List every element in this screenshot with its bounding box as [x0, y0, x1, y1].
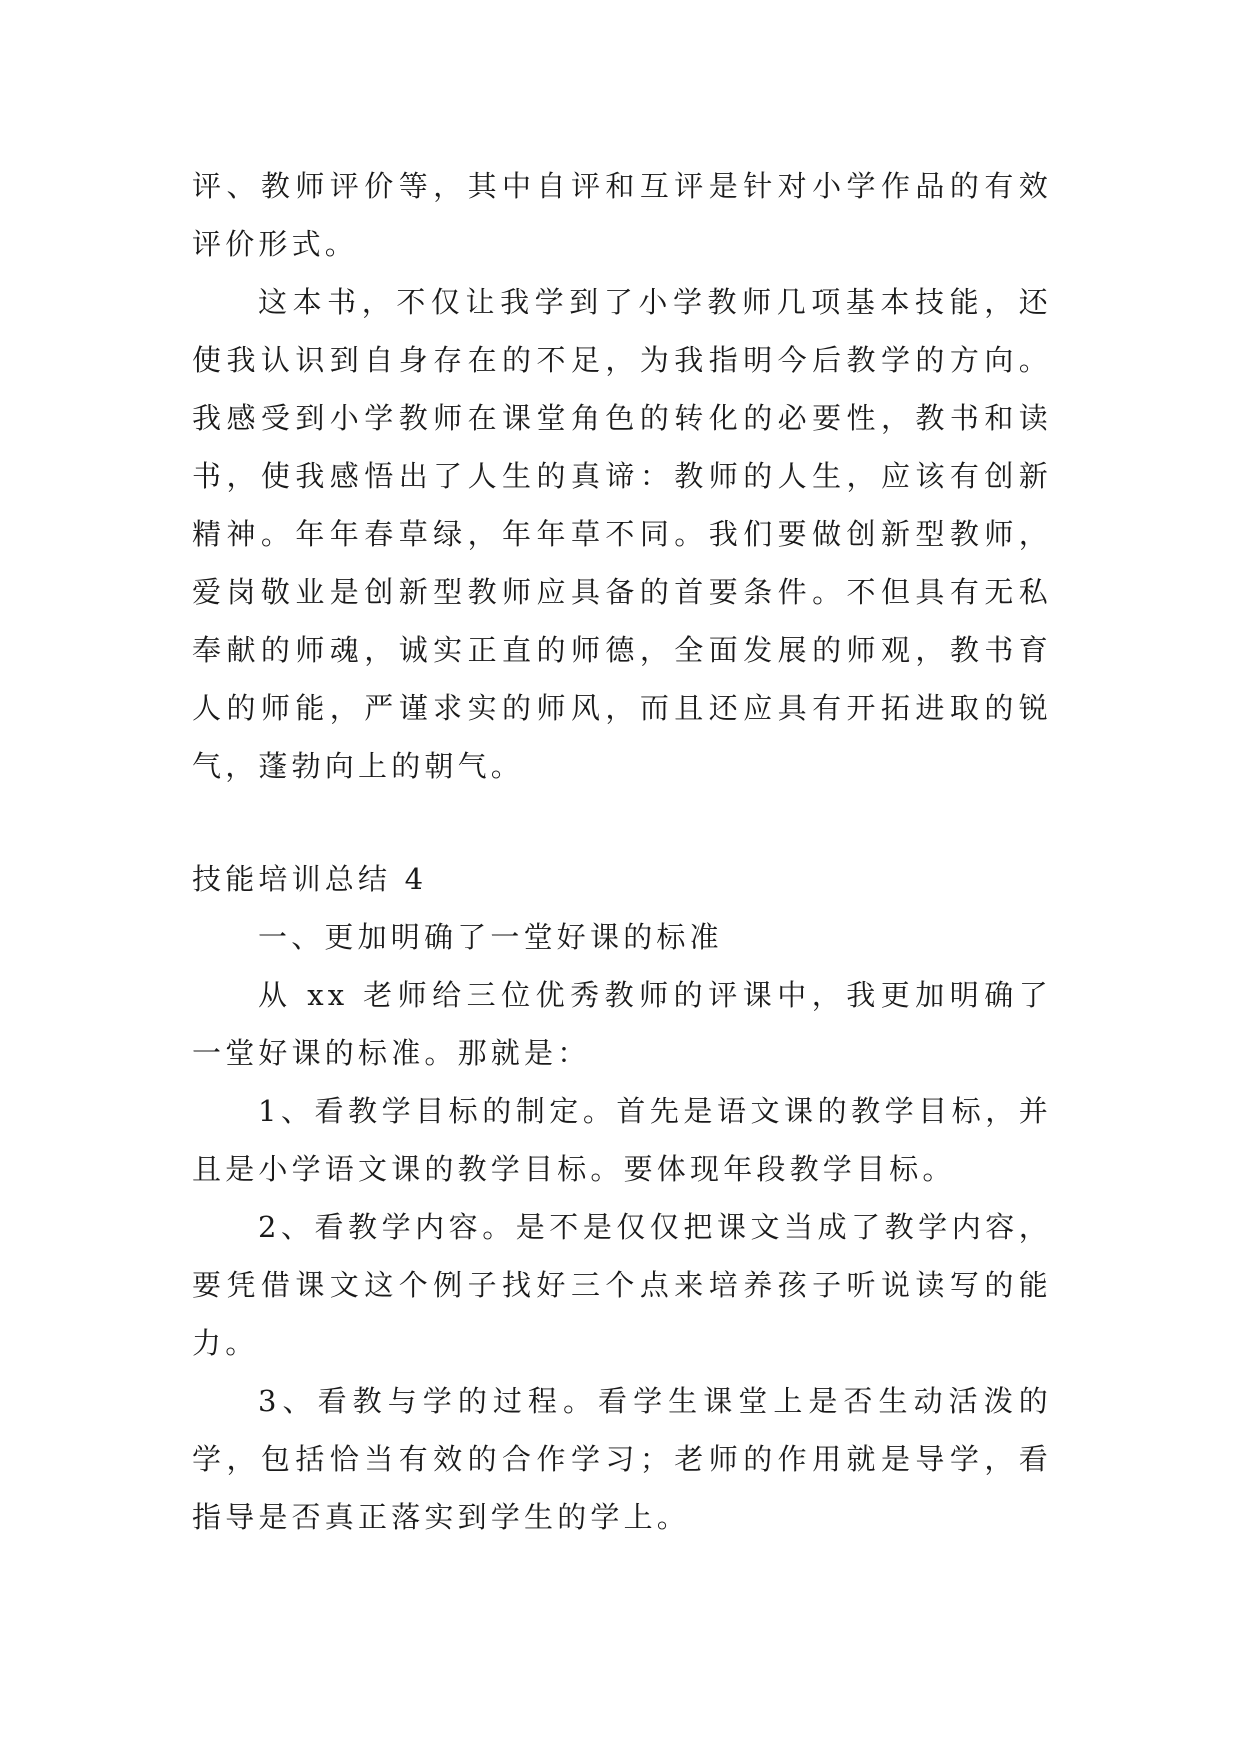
paragraph-book-reflection: 这本书，不仅让我学到了小学教师几项基本技能，还使我认识到自身存在的不足，为我指明今后教学的方向。我感受到小学教师在课堂角色的转化的必要性，教书和读书，使我感悟出了人生的真谛：教师的人生，应该有创新精神。年年春草绿，年年草不同。我们要做创新型教师，爱岗敬业是创新型教师应具备的首要条件。不但具有无私奉献的师魂，诚实正直的师德，全面发展的师观，教书育人的师能，严谨求实的师风，而且还应具有开拓进取的锐气，蓬勃向上的朝气。 — [192, 285, 1052, 783]
document-body — [192, 157, 1052, 1546]
list-item-3: 3、看教与学的过程。看学生课堂上是否生动活泼的学，包括恰当有效的合作学习；老师的作用就是导学，看指导是否真正落实到学生的学上。 — [192, 1384, 1052, 1534]
section-heading: 技能培训总结 4 — [192, 862, 428, 896]
list-item-1: 1、看教学目标的制定。首先是语文课的教学目标，并且是小学语文课的教学目标。要体现年段教学目标。 — [192, 1094, 1052, 1186]
section-subheading: 一、更加明确了一堂好课的标准 — [258, 920, 723, 954]
paragraph-continued: 评、教师评价等，其中自评和互评是针对小学作品的有效评价形式。 — [192, 169, 1052, 261]
list-item-2: 2、看教学内容。是不是仅仅把课文当成了教学内容，要凭借课文这个例子找好三个点来培养孩子听说读写的能力。 — [192, 1210, 1052, 1360]
paragraph-intro: 从 xx 老师给三位优秀教师的评课中，我更加明确了一堂好课的标准。那就是： — [192, 978, 1052, 1070]
